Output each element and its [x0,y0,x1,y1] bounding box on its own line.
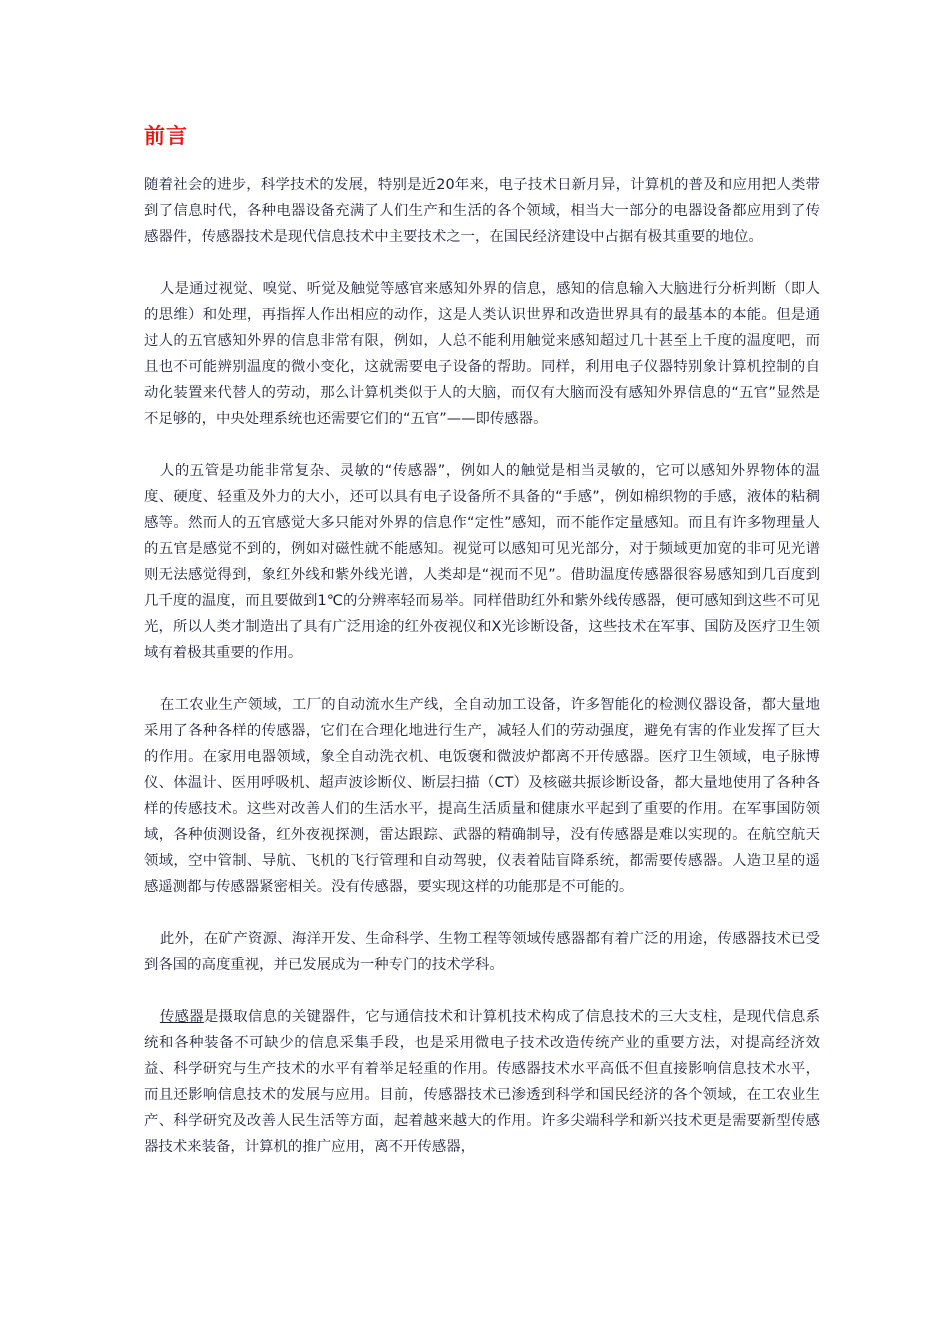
paragraph-human-senses: 人是通过视觉、嗅觉、听觉及触觉等感官来感知外界的信息，感知的信息输入大脑进行分析判断（即人的思维）和处理，再指挥人作出相应的动作，这是人类认识世界和改造世界具有的最基本的本能。但是通过人的五官感知外界的信息非常有限，例如，人总不能利用触觉来感知超过几十甚至上千度的温度吧，而且也不可能辨别温度的微小变化，这就需要电子设备的帮助。同样，利用电子仪器特别象计算机控制的自动化装置来代替人的劳动，那么计算机类似于人的大脑，而仅有大脑而没有感知外界信息的“五官”显然是不足够的，中央处理系统也还需要它们的“五官”——即传感器。 [144,281,820,427]
sensor-link[interactable]: 传感器 [159,1009,204,1025]
paragraph-intro: 随着社会的进步，科学技术的发展，特别是近20年来，电子技术日新月异，计算机的普及和应用把人类带到了信息时代，各种电器设备充满了人们生产和生活的各个领域，相当大一部分的电器设备都应用到了传感器件，传感器技术是现代信息技术中主要技术之一，在国民经济建设中占据有极其重要的地位。 [144,177,820,245]
paragraph-five-senses: 人的五管是功能非常复杂、灵敏的“传感器”，例如人的触觉是相当灵敏的，它可以感知外界物体的温度、硬度、轻重及外力的大小，还可以具有电子设备所不具备的“手感”，例如棉织物的手感，液体的粘稠感等。然而人的五官感觉大多只能对外界的信息作“定性”感知，而不能作定量感知。而且有许多物理量人的五官是感觉不到的，例如对磁性就不能感知。视觉可以感知可见光部分，对于频域更加宽的非可见光谱则无法感觉得到，象红外线和紫外线光谱，人类却是“视而不见”。借助温度传感器很容易感知到几百度到几千度的温度，而且要做到1℃的分辨率轻而易举。同样借助红外和紫外线传感器，便可感知到这些不可见光，所以人类才制造出了具有广泛用途的红外夜视仪和X光诊断设备，这些技术在军事、国防及医疗卫生领域有着极其重要的作用。 [144,463,820,661]
paragraph-applications: 在工农业生产领域，工厂的自动流水生产线，全自动加工设备，许多智能化的检测仪器设备，都大量地采用了各种各样的传感器，它们在合理化地进行生产，减轻人们的劳动强度，避免有害的作业发挥了巨大的作用。在家用电器领域，象全自动洗衣机、电饭褒和微波炉都离不开传感器。医疗卫生领域，电子脉博仪、体温计、医用呼吸机、超声波诊断仪、断层扫描（CT）及核磁共振诊断设备，都大量地使用了各种各样的传感技术。这些对改善人们的生活水平，提高生活质量和健康水平起到了重要的作用。在军事国防领域，各种侦测设备，红外夜视探测，雷达跟踪、武器的精确制导，没有传感器是难以实现的。在航空航天领域，空中管制、导航、飞机的飞行管理和自动驾驶，仪表着陆盲降系统，都需要传感器。人造卫星的遥感遥测都与传感器紧密相关。没有传感器，要实现这样的功能那是不可能的。 [144,697,820,895]
paragraph-other-fields: 此外，在矿产资源、海洋开发、生命科学、生物工程等领域传感器都有着广泛的用途，传感器技术已受到各国的高度重视，并已发展成为一种专门的技术学科。 [144,931,820,973]
document-body [144,172,820,1186]
page-title: 前言 [144,124,188,148]
paragraph-sensor-technology-text: 是摄取信息的关键器件，它与通信技术和计算机技术构成了信息技术的三大支柱，是现代信息系统和各种装备不可缺少的信息采集手段，也是采用微电子技术改造传统产业的重要方法，对提高经济效益、科学研究与生产技术的水平有着举足轻重的作用。传感器技术水平高低不但直接影响信息技术水平，而且还影响信息技术的发展与应用。目前，传感器技术已渗透到科学和国民经济的各个领域，在工农业生产、科学研究及改善人民生活等方面，起着越来越大的作用。许多尖端科学和新兴技术更是需要新型传感器技术来装备，计算机的推广应用，离不开传感器， [144,1009,820,1155]
paragraph-sensor-technology [144,1004,820,1160]
